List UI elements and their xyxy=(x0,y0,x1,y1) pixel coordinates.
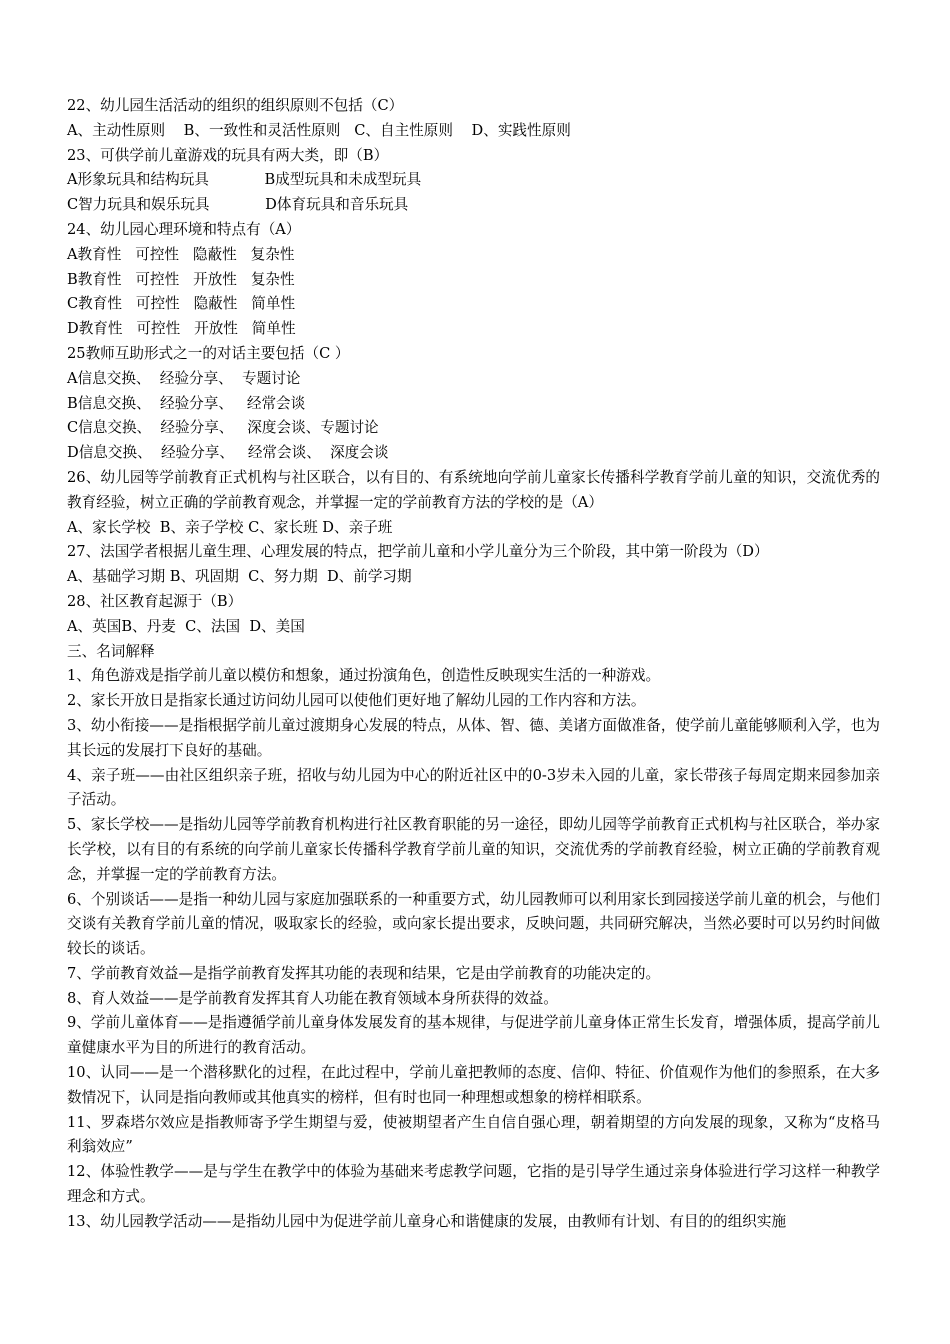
text-line: 6、个别谈话——是指一种幼儿园与家庭加强联系的一种重要方式，幼儿园教师可以利用家长到园接送学前儿童的机会，与他们交谈有关教育学前儿童的情况，吸取家长的经验，或向家长提出要求，反映问题，共同研究解决，当然必要时可以另约时间做较长的谈话。 xyxy=(67,890,880,958)
text-line: C教育性 可控性 隐蔽性 简单性 xyxy=(67,295,296,313)
text-line: 13、幼儿园教学活动——是指幼儿园中为促进学前儿童身心和谐健康的发展，由教师有计划、有目的的组织实施 xyxy=(67,1212,787,1230)
text-line: 4、亲子班——由社区组织亲子班，招收与幼儿园为中心的附近社区中的0-3岁未入园的儿童，家长带孩子每周定期来园参加亲子活动。 xyxy=(67,766,880,809)
text-line: 2、家长开放日是指家长通过访问幼儿园可以使他们更好地了解幼儿园的工作内容和方法。 xyxy=(67,692,646,710)
text-line: B信息交换、 经验分享、 经常会谈 xyxy=(67,394,306,412)
text-line: 5、家长学校——是指幼儿园等学前教育机构进行社区教育职能的另一途径，即幼儿园等学前教育正式机构与社区联合，举办家长学校，以有目的有系统的向学前儿童家长传播科学教育学前儿童的知识，交流优秀的学前教育经验，树立正确的学前教育观念，并掌握一定的学前教育方法。 xyxy=(67,816,880,883)
text-line: 12、体验性教学——是与学生在教学中的体验为基础来考虑教学问题，它指的是引导学生通过亲身体验进行学习这样一种教学理念和方式。 xyxy=(67,1163,880,1206)
text-line: 27、法国学者根据儿童生理、心理发展的特点，把学前儿童和小学儿童分为三个阶段，其中第一阶段为（D） xyxy=(67,543,769,561)
text-line: A教育性 可控性 隐蔽性 复杂性 xyxy=(67,245,295,263)
text-line: 11、罗森塔尔效应是指教师寄予学生期望与爱，使被期望者产生自信自强心理，朝着期望的方向发展的现象，又称为“皮格马利翁效应” xyxy=(67,1113,880,1156)
text-line: 1、角色游戏是指学前儿童以模仿和想象，通过扮演角色，创造性反映现实生活的一种游戏。 xyxy=(67,667,661,685)
text-line: D教育性 可控性 开放性 简单性 xyxy=(67,320,296,338)
text-line: 24、幼儿园心理环境和特点有（A） xyxy=(67,220,301,238)
text-line: C信息交换、 经验分享、 深度会谈、专题讨论 xyxy=(67,419,379,437)
text-line: 7、学前教育效益—是指学前教育发挥其功能的表现和结果，它是由学前教育的功能决定的。 xyxy=(67,964,661,982)
text-line: 三、名词解释 xyxy=(67,642,155,660)
text-line: 23、可供学前儿童游戏的玩具有两大类，即（B） xyxy=(67,146,389,164)
text-line: A、基础学习期 B、巩固期 C、努力期 D、前学习期 xyxy=(67,568,412,586)
text-line: A信息交换、 经验分享、 专题讨论 xyxy=(67,369,301,387)
text-line: B教育性 可控性 开放性 复杂性 xyxy=(67,270,295,288)
text-line: A、家长学校 B、亲子学校 C、家长班 D、亲子班 xyxy=(67,518,393,536)
text-line: A、英国B、丹麦 C、法国 D、美国 xyxy=(67,617,305,635)
text-line: A、主动性原则 B、一致性和灵活性原则 C、自主性原则 D、实践性原则 xyxy=(67,121,571,139)
text-line: 9、学前儿童体育——是指遵循学前儿童身体发展发育的基本规律，与促进学前儿童身体正常生长发育，增强体质，提高学前儿童健康水平为目的所进行的教育活动。 xyxy=(67,1014,880,1057)
text-line: 10、认同——是一个潜移默化的过程，在此过程中，学前儿童把教师的态度、信仰、特征、价值观作为他们的参照系，在大多数情况下，认同是指向教师或其他真实的榜样，但有时也同一种理想或想象的榜样相联系。 xyxy=(67,1064,880,1106)
text-line: C智力玩具和娱乐玩具 D体育玩具和音乐玩具 xyxy=(67,196,409,214)
text-line: 25教师互助形式之一的对话主要包括（C ） xyxy=(67,344,350,362)
text-line: A形象玩具和结构玩具 B成型玩具和未成型玩具 xyxy=(67,171,422,189)
text-line: D信息交换、 经验分享、 经常会谈、 深度会谈 xyxy=(67,444,389,462)
text-line: 28、社区教育起源于（B） xyxy=(67,592,243,610)
text-line: 26、幼儿园等学前教育正式机构与社区联合，以有目的、有系统地向学前儿童家长传播科学教育学前儿童的知识，交流优秀的教育经验，树立正确的学前教育观念，并掌握一定的学前教育方法的学校的是（A） xyxy=(67,468,880,511)
text-line: 22、幼儿园生活活动的组织的组织原则不包括（C） xyxy=(67,97,404,114)
text-line: 3、幼小衔接——是指根据学前儿童过渡期身心发展的特点，从体、智、德、美诸方面做准备，使学前儿童能够顺利入学，也为其长远的发展打下良好的基础。 xyxy=(67,716,880,759)
text-line: 8、育人效益——是学前教育发挥其育人功能在教育领域本身所获得的效益。 xyxy=(67,989,558,1007)
